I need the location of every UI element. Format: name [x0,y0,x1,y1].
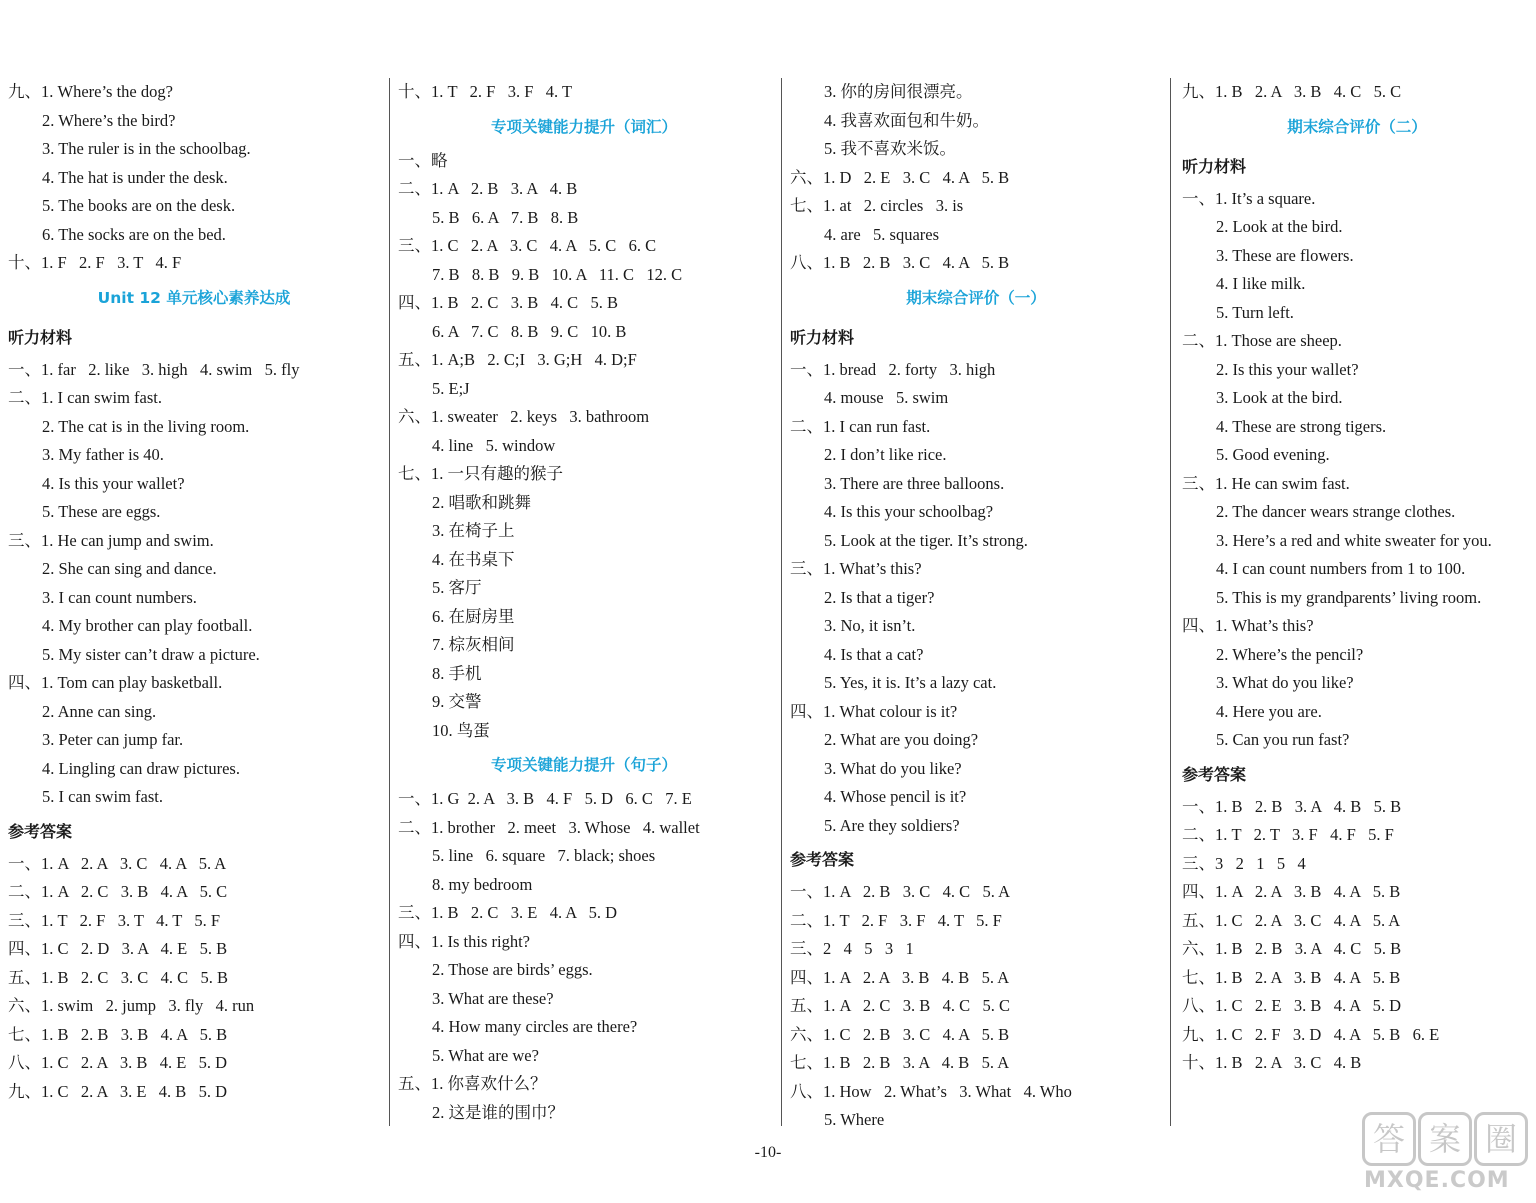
answer-subline: 7. 棕灰相间 [432,635,515,654]
answer-subline: 5. Look at the tiger. It’s strong. [824,530,1028,550]
answer-subline: 4. How many circles are there? [432,1017,638,1036]
answer-subline: 2. Is that a tiger? [824,587,935,607]
answer-subline: 3. The ruler is in the schoolbag. [42,139,251,158]
answer-line: 三、1. He can swim fast. [1182,473,1350,493]
answer-line: 四、1. What colour is it? [790,701,958,721]
section-heading: 听力材料 [1182,156,1247,176]
answer-subline: 2. What are you doing? [824,730,979,749]
answer-line: 五、1. B 2. C 3. C 4. C 5. B [8,967,229,987]
answer-line: 四、1. A 2. A 3. B 4. A 5. B [1182,882,1401,901]
section-heading: 听力材料 [8,327,73,347]
answer-line: 五、1. 你喜欢什么？ [398,1074,547,1093]
answer-subline: 3. 在椅子上 [432,521,515,540]
answer-subline: 4. Is that a cat? [824,644,924,664]
answer-line: 十、1. B 2. A 3. C 4. B [1182,1053,1362,1072]
answer-subline: 2. 唱歌和跳舞 [432,492,531,512]
answer-line: 八、1. C 2. A 3. B 4. E 5. D [8,1053,228,1072]
answer-line: 八、1. How 2. What’s 3. What 4. Who [790,1081,1072,1101]
answer-subline: 2. Is this your wallet? [1216,359,1359,379]
answer-subline: 4. Whose pencil is it? [824,787,967,806]
answer-line: 四、1. Tom can play basketball. [8,673,223,692]
answer-subline: 4. are 5. squares [824,224,940,244]
answer-subline: 3. These are flowers. [1216,245,1354,265]
section-title: 期末综合评价（二） [1287,117,1427,136]
answer-subline: 5. My sister can’t draw a picture. [42,644,260,664]
answer-line: 七、1. B 2. A 3. B 4. A 5. B [1182,967,1401,987]
answer-line: 四、1. What’s this? [1182,616,1314,635]
answer-line: 七、1. B 2. B 3. B 4. A 5. B [8,1024,228,1044]
answer-subline: 5. Are they soldiers? [824,815,960,835]
answer-subline: 5. These are eggs. [42,502,161,521]
answer-subline: 7. B 8. B 9. B 10. A 11. C 12. C [432,264,683,284]
answer-subline: 4. Is this your wallet? [42,473,185,493]
answer-subline: 3. My father is 40. [42,445,164,464]
answer-line: 二、1. I can swim fast. [8,388,162,407]
answer-subline: 2. Anne can sing. [42,701,157,721]
answer-line: 三、1. T 2. F 3. T 4. T 5. F [8,910,221,930]
answer-line: 七、1. at 2. circles 3. is [790,196,964,215]
answer-line: 二、1. A 2. B 3. A 4. B [398,179,578,198]
answer-line: 八、1. C 2. E 3. B 4. A 5. D [1182,996,1402,1015]
answer-line: 十、1. T 2. F 3. F 4. T [398,82,573,101]
column-divider [389,78,390,1126]
answer-subline: 5. Where [824,1110,885,1129]
answer-subline: 5. The books are on the desk. [42,196,236,215]
section-title: 专项关键能力提升（词汇） [490,117,677,136]
answer-subline: 3. What do you like? [824,758,962,778]
answer-line: 一、1. A 2. A 3. C 4. A 5. A [8,853,227,873]
answer-line: 二、1. A 2. C 3. B 4. A 5. C [8,882,228,901]
answer-line: 九、1. B 2. A 3. B 4. C 5. C [1182,82,1402,101]
answer-line: 三、2 4 5 3 1 [790,939,914,958]
answer-line: 三、3 2 1 5 4 [1182,853,1306,873]
watermark-glyph: 答 [1362,1112,1416,1166]
answer-line: 一、1. bread 2. forty 3. high [790,359,996,379]
answer-subline: 2. Look at the bird. [1216,217,1343,236]
answer-subline: 3. Peter can jump far. [42,730,184,749]
answer-line: 七、1. B 2. B 3. A 4. B 5. A [790,1053,1010,1072]
answer-line: 三、1. B 2. C 3. E 4. A 5. D [398,903,618,922]
answer-line: 三、1. C 2. A 3. C 4. A 5. C 6. C [398,236,657,255]
answer-line: 六、1. B 2. B 3. A 4. C 5. B [1182,939,1402,958]
answer-line: 五、1. C 2. A 3. C 4. A 5. A [1182,910,1401,930]
watermark-text: MXQE.COM [1364,1168,1510,1193]
answer-subline: 2. Those are birds’ eggs. [432,960,593,979]
column-1 [8,78,380,1106]
answer-subline: 4. line 5. window [432,435,556,455]
answer-subline: 8. 手机 [432,663,482,683]
answer-subline: 6. A 7. C 8. B 9. C 10. B [432,321,627,341]
answer-subline: 4. I can count numbers from 1 to 100. [1216,559,1466,578]
column-divider [1170,78,1171,1126]
watermark-logo [1362,1108,1532,1196]
answer-line: 九、1. Where’s the dog? [8,82,173,101]
answer-line: 四、1. Is this right? [398,931,530,951]
answer-subline: 4. mouse 5. swim [824,388,949,407]
answer-subline: 2. Where’s the pencil? [1216,644,1364,664]
answer-line: 六、1. C 2. B 3. C 4. A 5. B [790,1024,1010,1044]
section-heading: 参考答案 [790,850,855,869]
answer-subline: 2. She can sing and dance. [42,559,217,578]
answer-subline: 5. What are we? [432,1045,539,1065]
answer-subline: 4. My brother can play football. [42,616,253,635]
section-heading: 听力材料 [790,327,855,347]
answer-line: 一、1. B 2. B 3. A 4. B 5. B [1182,796,1402,816]
answer-subline: 5. B 6. A 7. B 8. B [432,207,579,227]
answer-line: 二、1. T 2. F 3. F 4. T 5. F [790,910,1002,930]
answer-line: 五、1. A;B 2. C;I 3. G;H 4. D;F [398,350,637,369]
answer-line: 六、1. sweater 2. keys 3. bathroom [398,407,650,426]
answer-subline: 5. Yes, it is. It’s a lazy cat. [824,673,997,692]
answer-subline: 4. Is this your schoolbag? [824,502,994,521]
answer-subline: 5. This is my grandparents’ living room. [1216,587,1482,607]
answer-subline: 6. The socks are on the bed. [42,224,226,244]
column-2 [398,78,770,1127]
answer-subline: 4. Here you are. [1216,701,1322,721]
answer-line: 六、1. D 2. E 3. C 4. A 5. B [790,167,1010,187]
answer-line: 一、1. It’s a square. [1182,188,1316,208]
answer-line: 六、1. swim 2. jump 3. fly 4. run [8,996,255,1015]
page-number: -10- [754,1144,782,1161]
column-divider [781,78,782,1126]
answer-subline: 5. Good evening. [1216,445,1330,464]
section-title: 期末综合评价（一） [906,288,1046,307]
answer-subline: 2. Where’s the bird? [42,110,176,130]
answer-line: 四、1. C 2. D 3. A 4. E 5. B [8,939,228,958]
answer-subline: 10. 鸟蛋 [432,720,490,740]
section-title: 专项关键能力提升（句子） [490,756,677,774]
answer-line: 十、1. F 2. F 3. T 4. F [8,253,182,272]
answer-subline: 3. Here’s a red and white sweater for you. [1216,530,1492,550]
section-title: Unit 12 单元核心素养达成 [97,288,291,307]
answer-subline: 3. What are these? [432,988,554,1008]
answer-line: 二、1. Those are sheep. [1182,331,1342,350]
answer-line: 二、1. I can run fast. [790,416,931,436]
answer-subline: 4. 我喜欢面包和牛奶。 [824,110,989,130]
column-3 [790,78,1162,1135]
answer-line: 一、1. A 2. B 3. C 4. C 5. A [790,882,1011,901]
answer-line: 三、1. What’s this? [790,559,922,578]
answer-subline: 8. my bedroom [432,874,533,894]
column-4 [1182,78,1532,1078]
answer-subline: 5. I can swim fast. [42,787,163,806]
answer-subline: 4. The hat is under the desk. [42,167,228,187]
answer-subline: 2. 这是谁的围巾？ [432,1102,564,1122]
answer-subline: 4. These are strong tigers. [1216,416,1387,436]
section-heading: 参考答案 [8,821,73,841]
answer-subline: 9. 交警 [432,692,482,711]
answer-subline: 3. I can count numbers. [42,587,197,607]
answer-subline: 4. Lingling can draw pictures. [42,758,240,778]
answer-line: 九、1. C 2. A 3. E 4. B 5. D [8,1081,228,1101]
section-heading: 参考答案 [1182,764,1247,784]
answer-subline: 3. What do you like? [1216,673,1354,692]
watermark-glyph: 案 [1418,1112,1472,1166]
answer-subline: 2. I don’t like rice. [824,445,947,464]
answer-subline: 5. E;J [432,378,470,398]
answer-line: 四、1. B 2. C 3. B 4. C 5. B [398,293,619,312]
answer-subline: 2. The dancer wears strange clothes. [1216,502,1456,521]
answer-subline: 5. Can you run fast? [1216,730,1350,749]
answer-line: 二、1. T 2. T 3. F 4. F 5. F [1182,825,1394,844]
answer-subline: 5. line 6. square 7. black; shoes [432,846,656,865]
watermark-glyph: 圈 [1474,1112,1528,1166]
answer-line: 一、1. far 2. like 3. high 4. swim 5. fly [8,359,300,379]
answer-line: 四、1. A 2. A 3. B 4. B 5. A [790,967,1010,987]
answer-line: 一、略 [398,150,448,170]
answer-subline: 3. Look at the bird. [1216,388,1343,407]
answer-line: 五、1. A 2. C 3. B 4. C 5. C [790,996,1011,1015]
answer-subline: 2. The cat is in the living room. [42,416,250,436]
answer-subline: 4. 在书桌下 [432,549,515,569]
answer-subline: 3. 你的房间很漂亮。 [824,82,973,101]
answer-line: 七、1. 一只有趣的猴子 [398,464,563,483]
answer-line: 二、1. brother 2. meet 3. Whose 4. wallet [398,817,700,837]
answer-line: 八、1. B 2. B 3. C 4. A 5. B [790,253,1010,272]
answer-subline: 5. 客厅 [432,578,482,597]
answer-line: 一、1. G 2. A 3. B 4. F 5. D 6. C 7. E [398,789,692,808]
answer-subline: 3. No, it isn’t. [824,616,916,635]
answer-line: 三、1. He can jump and swim. [8,530,214,550]
answer-subline: 3. There are three balloons. [824,473,1005,493]
answer-subline: 5. 我不喜欢米饭。 [824,139,956,158]
answer-subline: 5. Turn left. [1216,302,1294,322]
answer-line: 九、1. C 2. F 3. D 4. A 5. B 6. E [1182,1024,1440,1044]
answer-subline: 4. I like milk. [1216,274,1306,293]
answer-subline: 6. 在厨房里 [432,606,515,626]
